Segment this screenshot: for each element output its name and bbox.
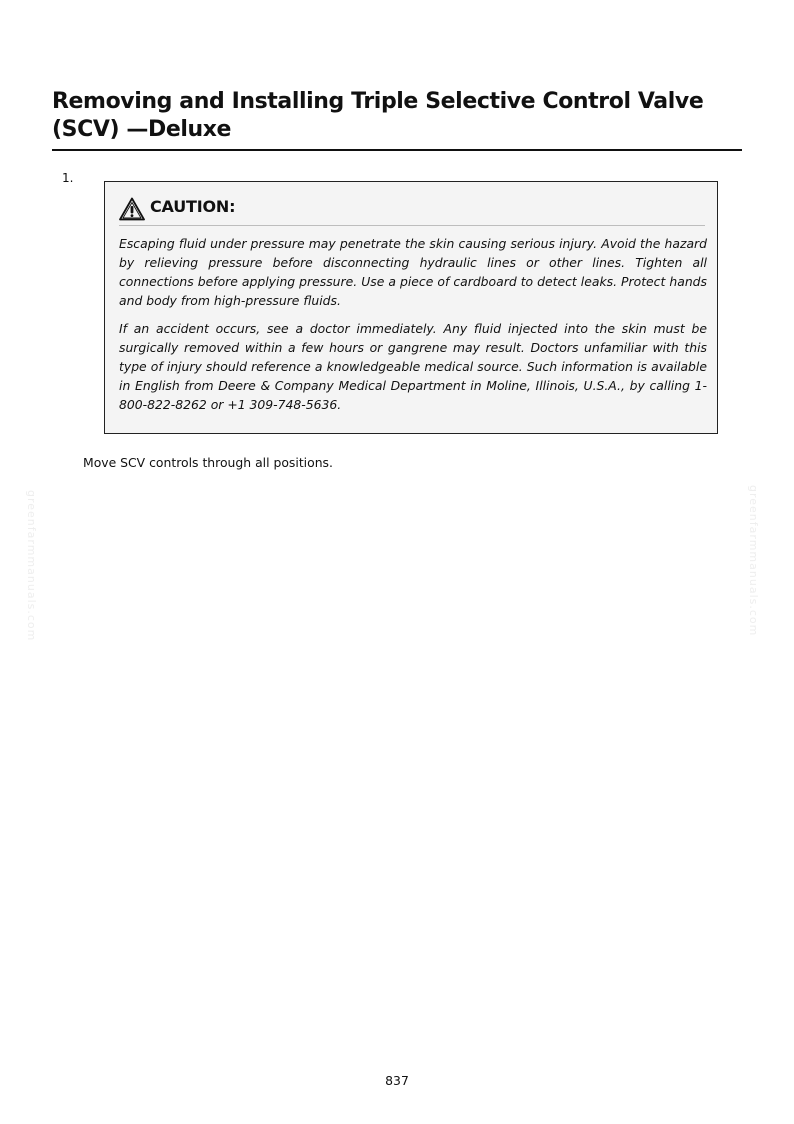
caution-label: CAUTION: <box>150 197 236 216</box>
page-title: Removing and Installing Triple Selective Control Valve (SCV) —Deluxe <box>52 89 704 142</box>
caution-paragraph: If an accident occurs, see a doctor immediately. Any fluid injected into the skin must be surgically removed within a few hours or gangrene may result. Doctors unfamiliar with this type of injury should reference a knowledgeable medical source. Such information is available in English from Deere & Company Medical Department in Moline, Illinois, U.S.A., by calling 1-800-822-8262 or +1 309-748-5636. <box>119 321 707 412</box>
watermark-right: greenfarmmanuals.com <box>747 485 760 637</box>
caution-paragraph: Escaping fluid under pressure may penetrate the skin causing serious injury. Avoid the hazard by relieving pressure before disconnecting hydraulic lines or other lines. Tighten all connections before applying pressure. Use a piece of cardboard to detect leaks. Protect hands and body from high-pressure fluids. <box>119 236 707 308</box>
step-instruction: Move SCV controls through all positions. <box>83 455 333 470</box>
title-divider <box>52 149 742 151</box>
page-number: 837 <box>385 1073 409 1088</box>
caution-header <box>119 195 705 226</box>
warning-triangle-icon <box>119 197 145 221</box>
caution-box <box>104 181 718 434</box>
watermark-left: greenfarmmanuals.com <box>25 490 38 642</box>
step-number: 1. <box>62 171 74 185</box>
